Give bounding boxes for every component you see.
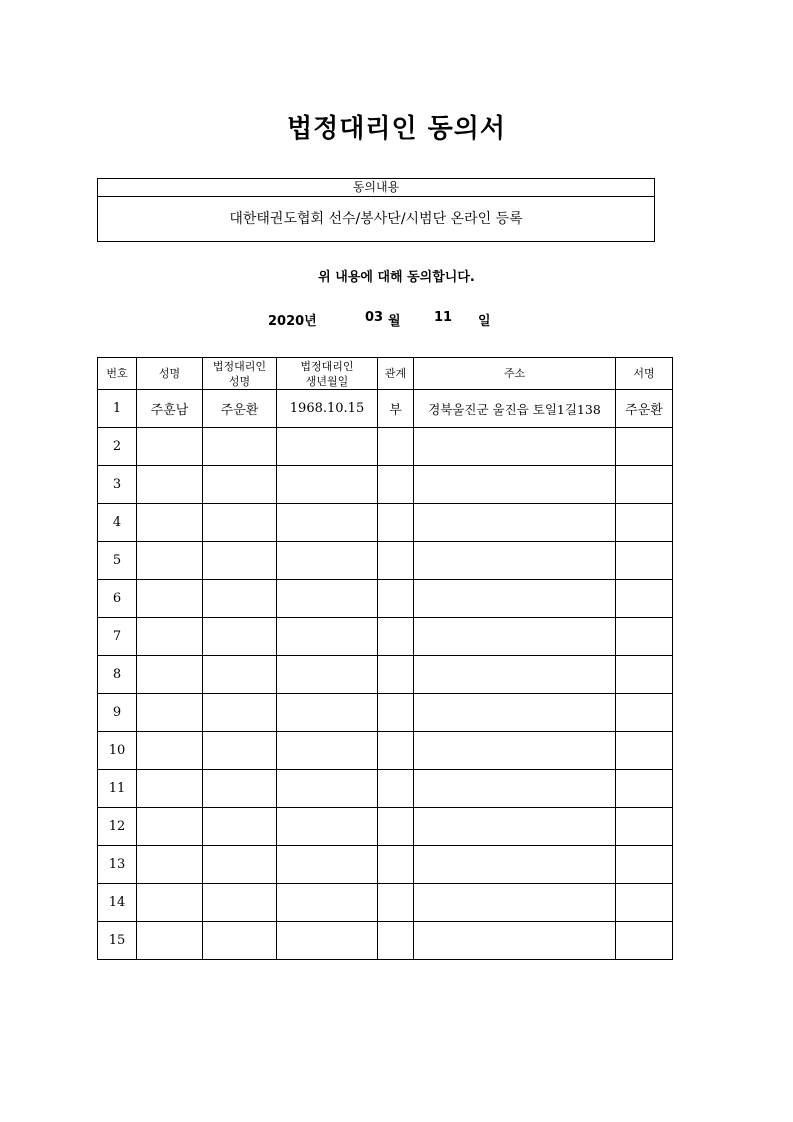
cell-guardian-name [203, 770, 277, 808]
cell-participant-name [137, 846, 203, 884]
cell-participant-name [137, 428, 203, 466]
cell-address [414, 732, 616, 770]
cell-participant-name [137, 808, 203, 846]
cell-participant-name [137, 542, 203, 580]
cell-participant-name [137, 618, 203, 656]
cell-relation [378, 694, 414, 732]
cell-guardian-name [203, 922, 277, 960]
cell-row-number: 5 [98, 542, 137, 580]
header-address: 주소 [414, 358, 616, 390]
cell-participant-name [137, 694, 203, 732]
cell-signature [616, 770, 673, 808]
cell-relation [378, 770, 414, 808]
cell-participant-name [137, 580, 203, 618]
cell-guardian-name [203, 542, 277, 580]
header-signature: 서명 [616, 358, 673, 390]
table-row [98, 770, 673, 808]
cell-relation [378, 732, 414, 770]
cell-participant-name [137, 656, 203, 694]
table-row [98, 618, 673, 656]
date-month: 03 [365, 310, 384, 325]
cell-guardian-name [203, 504, 277, 542]
cell-guardian-birthdate [277, 922, 378, 960]
header-guardian-name-line1: 법정대리인 [212, 359, 267, 373]
cell-row-number: 9 [98, 694, 137, 732]
cell-relation: 부 [378, 390, 414, 428]
cell-row-number: 11 [98, 770, 137, 808]
cell-address [414, 884, 616, 922]
table-row [98, 466, 673, 504]
cell-participant-name [137, 922, 203, 960]
cell-address: 경북울진군 울진읍 토일1길138 [414, 390, 616, 428]
cell-relation [378, 504, 414, 542]
cell-row-number: 13 [98, 846, 137, 884]
cell-signature [616, 618, 673, 656]
date-day: 11 [434, 310, 453, 325]
cell-relation [378, 618, 414, 656]
cell-guardian-birthdate [277, 580, 378, 618]
cell-signature [616, 732, 673, 770]
table-row [98, 808, 673, 846]
cell-signature [616, 846, 673, 884]
cell-signature [616, 922, 673, 960]
cell-signature [616, 466, 673, 504]
cell-row-number: 1 [98, 390, 137, 428]
date-month-unit: 월 [388, 314, 401, 329]
table-row [98, 390, 673, 428]
cell-relation [378, 580, 414, 618]
table-row [98, 504, 673, 542]
header-no: 번호 [98, 358, 137, 390]
table-header-row [98, 358, 673, 390]
cell-guardian-birthdate [277, 808, 378, 846]
cell-relation [378, 884, 414, 922]
cell-guardian-birthdate [277, 770, 378, 808]
cell-row-number: 7 [98, 618, 137, 656]
cell-row-number: 6 [98, 580, 137, 618]
cell-participant-name [137, 466, 203, 504]
cell-guardian-name [203, 884, 277, 922]
cell-guardian-birthdate [277, 846, 378, 884]
date-year: 2020년 [268, 314, 317, 329]
table-row [98, 922, 673, 960]
cell-guardian-birthdate [277, 428, 378, 466]
header-guardian-birth-line1: 법정대리인 [300, 359, 354, 373]
header-guardian-name-line2: 성명 [228, 374, 251, 388]
cell-address [414, 922, 616, 960]
table-row [98, 656, 673, 694]
cell-guardian-birthdate: 1968.10.15 [277, 390, 378, 428]
cell-guardian-birthdate [277, 618, 378, 656]
cell-guardian-name [203, 580, 277, 618]
cell-participant-name [137, 770, 203, 808]
cell-signature [616, 656, 673, 694]
cell-address [414, 542, 616, 580]
cell-participant-name: 주훈남 [137, 390, 203, 428]
cell-guardian-name [203, 618, 277, 656]
cell-participant-name [137, 504, 203, 542]
table-row [98, 884, 673, 922]
cell-signature [616, 694, 673, 732]
consent-header: 동의내용 [98, 179, 654, 197]
cell-address [414, 770, 616, 808]
cell-relation [378, 808, 414, 846]
header-relation: 관계 [378, 358, 414, 390]
cell-address [414, 656, 616, 694]
cell-participant-name [137, 884, 203, 922]
cell-relation [378, 922, 414, 960]
cell-relation [378, 466, 414, 504]
cell-guardian-birthdate [277, 694, 378, 732]
table-row [98, 732, 673, 770]
cell-guardian-name [203, 846, 277, 884]
cell-guardian-birthdate [277, 884, 378, 922]
cell-signature [616, 428, 673, 466]
table-row [98, 694, 673, 732]
cell-signature [616, 542, 673, 580]
consent-text: 대한태권도협회 선수/봉사단/시범단 온라인 등록 [229, 211, 523, 227]
cell-guardian-birthdate [277, 542, 378, 580]
cell-address [414, 618, 616, 656]
agreement-statement: 위 내용에 대해 동의합니다. [318, 270, 475, 285]
header-guardian-birth [277, 358, 378, 390]
cell-relation [378, 846, 414, 884]
cell-row-number: 8 [98, 656, 137, 694]
table-row [98, 428, 673, 466]
cell-guardian-birthdate [277, 466, 378, 504]
cell-guardian-name: 주운환 [203, 390, 277, 428]
header-name: 성명 [137, 358, 203, 390]
cell-signature [616, 884, 673, 922]
cell-guardian-name [203, 732, 277, 770]
cell-row-number: 3 [98, 466, 137, 504]
cell-row-number: 4 [98, 504, 137, 542]
cell-row-number: 2 [98, 428, 137, 466]
cell-guardian-name [203, 694, 277, 732]
cell-guardian-birthdate [277, 732, 378, 770]
cell-signature [616, 580, 673, 618]
cell-row-number: 10 [98, 732, 137, 770]
table-row [98, 580, 673, 618]
header-guardian-birth-line2: 생년월일 [305, 374, 349, 388]
cell-address [414, 846, 616, 884]
cell-address [414, 504, 616, 542]
consent-box [97, 178, 655, 242]
cell-address [414, 428, 616, 466]
cell-address [414, 808, 616, 846]
cell-guardian-name [203, 656, 277, 694]
cell-row-number: 15 [98, 922, 137, 960]
cell-participant-name [137, 732, 203, 770]
cell-guardian-name [203, 428, 277, 466]
header-guardian-name [203, 358, 277, 390]
table-row [98, 542, 673, 580]
cell-address [414, 694, 616, 732]
cell-relation [378, 428, 414, 466]
cell-row-number: 14 [98, 884, 137, 922]
cell-guardian-birthdate [277, 656, 378, 694]
cell-row-number: 12 [98, 808, 137, 846]
cell-relation [378, 656, 414, 694]
date-day-unit: 일 [478, 314, 491, 329]
cell-relation [378, 542, 414, 580]
cell-signature [616, 504, 673, 542]
cell-guardian-name [203, 466, 277, 504]
cell-address [414, 466, 616, 504]
cell-guardian-name [203, 808, 277, 846]
cell-signature [616, 808, 673, 846]
document-title: 법정대리인 동의서 [287, 114, 506, 144]
cell-signature: 주운환 [616, 390, 673, 428]
table-row [98, 846, 673, 884]
cell-guardian-birthdate [277, 504, 378, 542]
cell-address [414, 580, 616, 618]
signature-table [97, 357, 673, 960]
